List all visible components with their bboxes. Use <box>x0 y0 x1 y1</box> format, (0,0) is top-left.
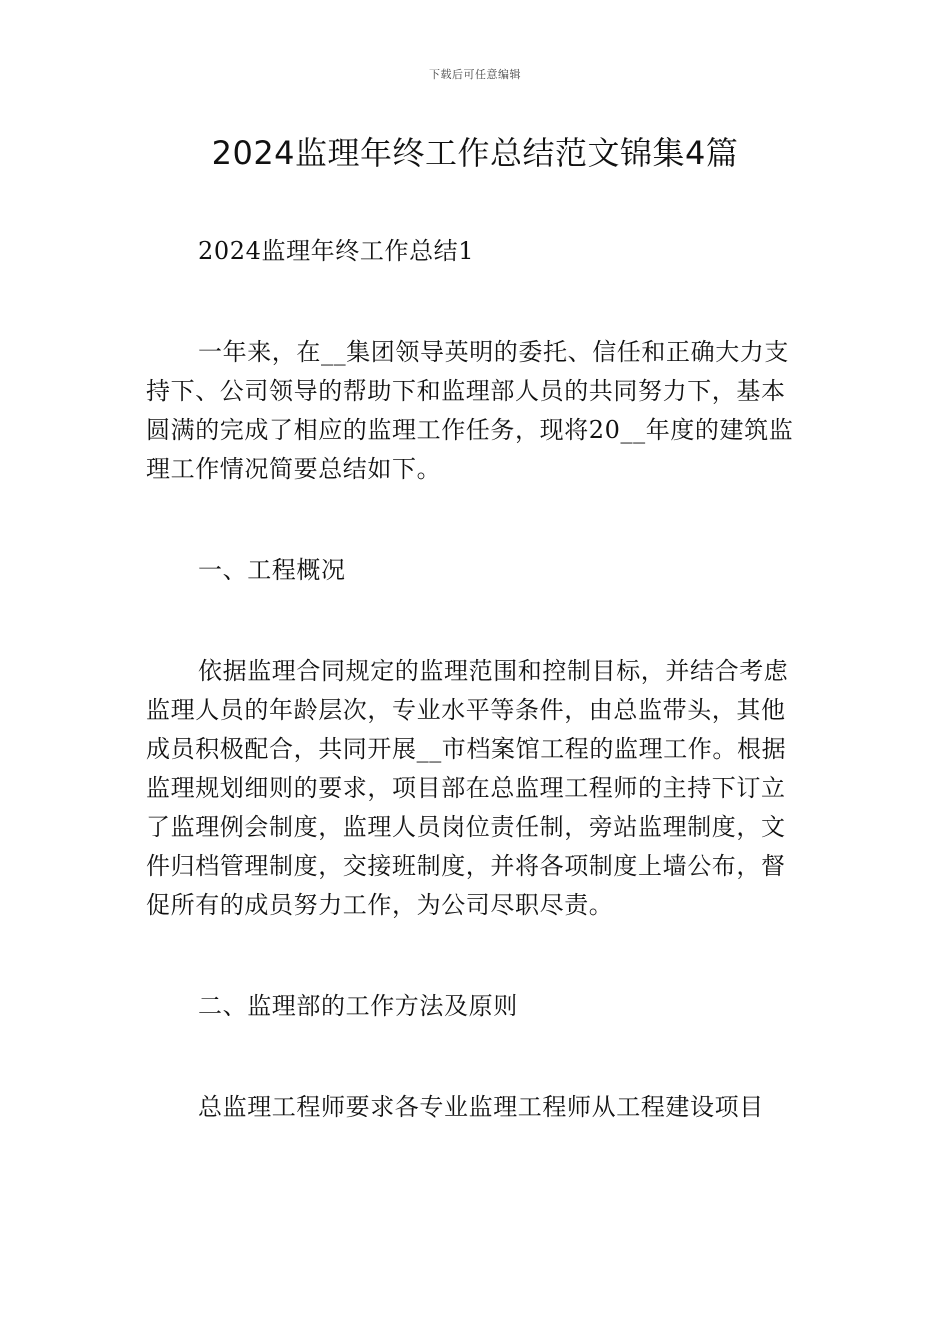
document-title: 2024监理年终工作总结范文锦集4篇 <box>211 134 739 172</box>
paragraph-intro: 一年来，在__集团领导英明的委托、信任和正确大力支持下、公司领导的帮助下和监理部人员的共同努力下，基本圆满的完成了相应的监理工作任务，现将20__年度的建筑监理工作情况简要总结如下。 <box>146 338 794 483</box>
paragraph-gap <box>146 271 810 333</box>
paragraph-gap <box>146 590 810 652</box>
section-subtitle: 2024监理年终工作总结1 <box>198 237 475 265</box>
paragraph-gap <box>146 1026 810 1088</box>
paragraph-project-overview: 依据监理合同规定的监理范围和控制目标，并结合考虑监理人员的年龄层次，专业水平等条件，由总监带头，其他成员积极配合，共同开展__市档案馆工程的监理工作。根据监理规划细则的要求，项目部在总监理工程师的主持下订立了监理例会制度，监理人员岗位责任制，旁站监理制度，文件归档管理制度，交接班制度，并将各项制度上墙公布，督促所有的成员努力工作，为公司尽职尽责。 <box>146 657 789 919</box>
header-note: 下载后可任意编辑 <box>429 68 521 81</box>
section-heading-2: 二、监理部的工作方法及原则 <box>198 992 518 1020</box>
paragraph-gap <box>146 489 810 551</box>
paragraph-work-methods: 总监理工程师要求各专业监理工程师从工程建设项目 <box>198 1093 764 1121</box>
document-body <box>146 232 810 1127</box>
section-heading-1: 一、工程概况 <box>198 556 346 584</box>
paragraph-gap <box>146 925 810 987</box>
